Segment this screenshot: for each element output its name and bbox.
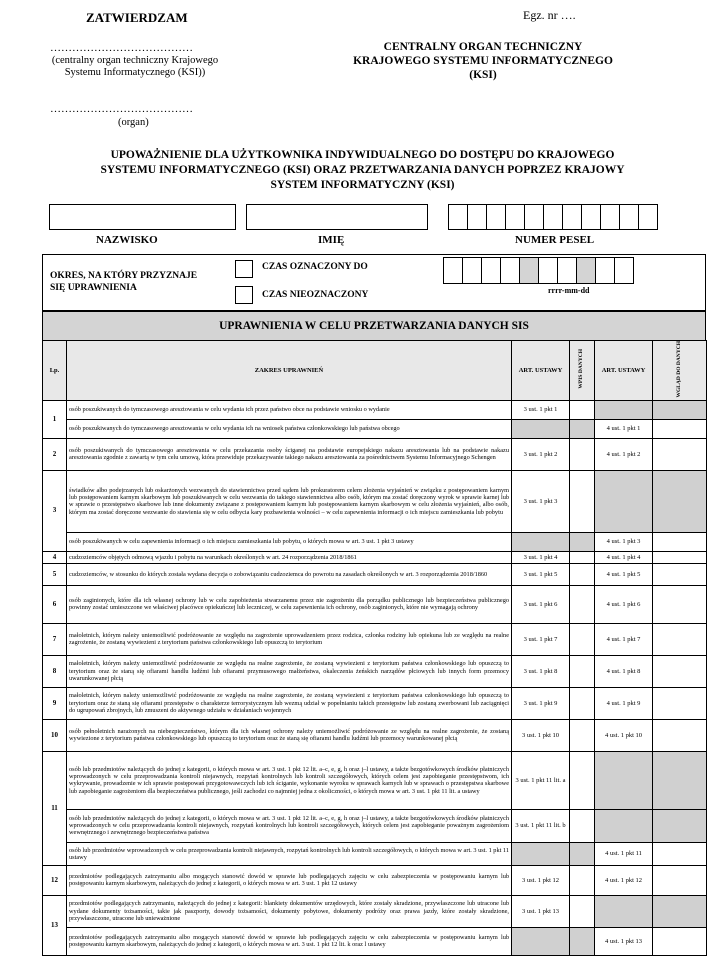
authority-line-1: CENTRALNY ORGAN TECHNICZNY [383, 41, 583, 53]
article-view: 4 ust. 1 pkt 4 [595, 551, 653, 563]
view-checkbox-cell[interactable] [653, 842, 707, 865]
document-title [30, 148, 695, 193]
date-format-hint: rrrr-mm-dd [548, 286, 590, 295]
article-entry: 3 ust. 1 pkt 3 [512, 470, 570, 532]
scope-description: cudzoziemców, w stosunku do których została wydana decyzja o zobowiązaniu cudzoziemca do powrotu na zasadach określonych w art. 3 rozporządzenia 2018/1860 [67, 563, 512, 585]
section-title: UPRAWNIENIA W CELU PRZETWARZANIA DANYCH SIS [42, 311, 706, 341]
article-view: 4 ust. 1 pkt 13 [595, 927, 653, 955]
entry-checkbox-cell[interactable] [570, 895, 595, 927]
signature-dots: ………………………………… [50, 42, 193, 54]
approver-line-2: Systemu Informatycznego (KSI)) [64, 67, 206, 78]
authority-line-2: KRAJOWEGO SYSTEMU INFORMATYCZNEGO [353, 55, 613, 67]
entry-checkbox-cell[interactable] [570, 751, 595, 809]
date-y3[interactable] [481, 257, 501, 284]
article-view: 4 ust. 1 pkt 8 [595, 655, 653, 687]
article-entry: 3 ust. 1 pkt 1 [512, 400, 570, 419]
article-entry: 3 ust. 1 pkt 4 [512, 551, 570, 563]
article-entry: 3 ust. 1 pkt 7 [512, 623, 570, 655]
view-checkbox-cell [653, 809, 707, 842]
permissions-table-body [43, 341, 707, 956]
scope-description: przedmiotów podlegających zatrzymaniu albo mogących stanowić dowód w sprawie lub podlegających zajęciu w celu zabezpieczenia w postępowaniu karnym lub postępowaniu karnym skarbowym, należących do jednej z kategorii, o których mowa w art. 3 ust. 1 pkt 12 lit. k oraz l ustawy [67, 927, 512, 955]
row-number: 5 [43, 563, 67, 585]
organ-caption: (organ) [118, 117, 149, 128]
scope-description: małoletnich, którym należy uniemożliwić podróżowanie ze względu na zagrożenie uprowadzeniem przez rodzica, członka rodziny lub opiekuna lub ze względu na realne zagrożenie, że zostaną wywiezieni z terytorium państwa członkowskiego lub opuszczą to terytorium [67, 623, 512, 655]
pesel-digit-8[interactable] [581, 204, 601, 230]
row-number: 11 [43, 751, 67, 865]
row-number: 4 [43, 551, 67, 563]
authority-line-3: (KSI) [469, 69, 497, 81]
approver-line-1: (centralny organ techniczny Krajowego [51, 55, 219, 66]
article-view [595, 400, 653, 419]
view-checkbox-cell[interactable] [653, 551, 707, 563]
article-entry: 3 ust. 1 pkt 2 [512, 438, 570, 470]
article-entry [512, 419, 570, 438]
row-number: 7 [43, 623, 67, 655]
table-row [43, 623, 707, 655]
title-line-2: SYSTEMU INFORMATYCZNEGO (KSI) ORAZ PRZETWARZANIA DANYCH POPRZEZ KRAJOWY [100, 164, 625, 176]
pesel-digit-11[interactable] [638, 204, 658, 230]
article-view: 4 ust. 1 pkt 5 [595, 563, 653, 585]
period-label-line-1: OKRES, NA KTÓRY PRZYZNAJE [50, 271, 198, 281]
copy-number: Egz. nr …. [523, 8, 576, 22]
pesel-digit-6[interactable] [543, 204, 563, 230]
entry-checkbox-cell[interactable] [570, 655, 595, 687]
pesel-digit-3[interactable] [486, 204, 506, 230]
col-wglad [653, 341, 707, 401]
date-y4[interactable] [500, 257, 520, 284]
view-checkbox-cell[interactable] [653, 687, 707, 719]
col-lp: Lp. [43, 341, 67, 401]
article-view [595, 751, 653, 809]
col-wglad-label: WGLĄD DO DANYCH [675, 341, 682, 398]
date-y1[interactable] [443, 257, 463, 284]
article-entry: 3 ust. 1 pkt 10 [512, 719, 570, 751]
scope-description: osób poszukiwanych do tymczasowego aresztowania w celu wydania ich przez państwo obce na podstawie wniosku o wydanie [67, 400, 512, 419]
article-view: 4 ust. 1 pkt 11 [595, 842, 653, 865]
col-art1: ART. USTAWY [512, 341, 570, 401]
surname-label: NAZWISKO [96, 234, 158, 246]
article-entry: 3 ust. 1 pkt 12 [512, 865, 570, 895]
view-checkbox-cell [653, 400, 707, 419]
scope-description: osób poszukiwanych do tymczasowego aresztowania w celu wydania ich na wniosek państwa członkowskiego lub państwa obcego [67, 419, 512, 438]
article-view: 4 ust. 1 pkt 3 [595, 532, 653, 551]
date-y2[interactable] [462, 257, 482, 284]
pesel-digit-10[interactable] [619, 204, 639, 230]
row-number: 12 [43, 865, 67, 895]
entry-checkbox-cell [570, 927, 595, 955]
pesel-digit-4[interactable] [505, 204, 525, 230]
table-row [43, 470, 707, 532]
scope-description: osób zaginionych, które dla ich własnej ochrony lub w celu zapobieżenia stwarzanemu przez nie zagrożeniu dla porządku publicznego lub bezpieczeństwa publicznego powinny zostać umieszczone we właściwej placówce opiekuńczej lub leczniczej, w celu zapewnienia ich ochrony, osób zaginionych, które nie wymagają ochrony [67, 585, 512, 623]
scope-description: małoletnich, którym należy uniemożliwić podróżowanie ze względu na realne zagrożenie, że zostaną wywiezieni z terytorium państwa członkowskiego lub opuszczą to terytorium oraz że staną się ofiarami handlu ludźmi lub ofiarami przymusowego małżeństwa, okaleczenia żeńskich narządów płciowych lub innych form przemocy uwarunkowanej płcią [67, 655, 512, 687]
article-view: 4 ust. 1 pkt 1 [595, 419, 653, 438]
title-line-1: UPOWAŻNIENIE DLA UŻYTKOWNIKA INDYWIDUALNEGO DO DOSTĘPU DO KRAJOWEGO [110, 149, 615, 161]
table-row [43, 927, 707, 955]
fixed-term-label: CZAS OZNACZONY DO [262, 262, 368, 272]
table-header-row [43, 341, 707, 401]
date-sep-1 [519, 257, 539, 284]
article-entry [512, 532, 570, 551]
article-entry: 3 ust. 1 pkt 11 lit. b [512, 809, 570, 842]
table-row [43, 551, 707, 563]
view-checkbox-cell[interactable] [653, 865, 707, 895]
scope-description: osób lub przedmiotów należących do jednej z kategorii, o których mowa w art. 3 ust. 1 pkt 12 lit. a–c, e, g, h oraz j–l ustawy, a także bezgotówkowych środków płatniczych wprowadzonych w celu przeprowadzania kontroli niejawnych, rozpytań kontrolnych lub kontroli szczegółowych, których celem jest zapobieganie poważnym zagrożeniom wewnętrznego i zewnętrznego bezpieczeństwa państwa [67, 809, 512, 842]
row-number: 3 [43, 470, 67, 551]
view-checkbox-cell [653, 470, 707, 532]
row-number: 2 [43, 438, 67, 470]
scope-description: małoletnich, którym należy uniemożliwić podróżowanie ze względu na realne zagrożenie, że zostaną wywiezieni z terytorium państwa członkowskiego lub opuszczą to terytorium oraz że staną się ofiarami przestępstw o charakterze terrorystycznym lub wezmą udział w popełnianiu takich przestępstw lub zostaną zwerbowani lub zaciągnięci do ugrupowań zbrojnych, lub zmuszeni do aktywnego udziału w działaniach wojennych [67, 687, 512, 719]
article-view [595, 809, 653, 842]
indefinite-label: CZAS NIEOZNACZONY [262, 290, 369, 300]
pesel-digit-5[interactable] [524, 204, 544, 230]
entry-checkbox-cell[interactable] [570, 551, 595, 563]
approve-heading: ZATWIERDZAM [86, 10, 188, 25]
entry-checkbox-cell[interactable] [570, 687, 595, 719]
date-m2[interactable] [557, 257, 577, 284]
name-label: IMIĘ [318, 234, 345, 246]
article-view: 4 ust. 1 pkt 6 [595, 585, 653, 623]
article-view: 4 ust. 1 pkt 7 [595, 623, 653, 655]
article-entry: 3 ust. 1 pkt 11 lit. a [512, 751, 570, 809]
table-row [43, 895, 707, 927]
pesel-digit-1[interactable] [448, 204, 468, 230]
pesel-label: NUMER PESEL [515, 234, 595, 246]
date-d2[interactable] [614, 257, 634, 284]
table-row [43, 655, 707, 687]
view-checkbox-cell[interactable] [653, 419, 707, 438]
row-number: 8 [43, 655, 67, 687]
table-row [43, 865, 707, 895]
pesel-digit-9[interactable] [600, 204, 620, 230]
scope-description: osób lub przedmiotów wprowadzonych w celu przeprowadzania kontroli niejawnych, rozpytań kontrolnych lub kontroli szczegółowych, o których mowa w art. 3 ust. 1 pkt 11 ustawy [67, 842, 512, 865]
article-entry [512, 927, 570, 955]
scope-description: osób poszukiwanych w celu zapewnienia informacji o ich miejscu zamieszkania lub pobytu, o których mowa w art. 3 ust. 1 pkt 3 ustawy [67, 532, 512, 551]
article-entry: 3 ust. 1 pkt 5 [512, 563, 570, 585]
entry-checkbox-cell[interactable] [570, 623, 595, 655]
view-checkbox-cell[interactable] [653, 719, 707, 751]
table-row [43, 563, 707, 585]
scope-description: cudzoziemców objętych odmową wjazdu i pobytu na warunkach określonych w art. 24 rozporządzenia 2018/1861 [67, 551, 512, 563]
article-entry: 3 ust. 1 pkt 13 [512, 895, 570, 927]
article-view: 4 ust. 1 pkt 12 [595, 865, 653, 895]
view-checkbox-cell[interactable] [653, 563, 707, 585]
view-checkbox-cell[interactable] [653, 927, 707, 955]
entry-checkbox-cell[interactable] [570, 563, 595, 585]
date-sep-2 [576, 257, 596, 284]
pesel-digit-7[interactable] [562, 204, 582, 230]
scope-description: osób poszukiwanych do tymczasowego aresztowania w celu przekazania osoby ściganej na podstawie europejskiego nakazu aresztowania lub na podstawie nakazu aresztowania zgodnie z zawartą w tym celu umową, która przewiduje przekazywanie takiego nakazu aresztowania za pośrednictwem Systemu Informacyjnego Schengen [67, 438, 512, 470]
view-checkbox-cell[interactable] [653, 532, 707, 551]
table-row [43, 585, 707, 623]
view-checkbox-cell[interactable] [653, 585, 707, 623]
article-view: 4 ust. 1 pkt 9 [595, 687, 653, 719]
period-label [50, 270, 197, 294]
row-number: 10 [43, 719, 67, 751]
article-entry: 3 ust. 1 pkt 6 [512, 585, 570, 623]
table-row [43, 419, 707, 438]
article-view: 4 ust. 1 pkt 2 [595, 438, 653, 470]
authority-block [328, 40, 638, 82]
permissions-table [42, 340, 707, 956]
table-row [43, 719, 707, 751]
table-row [43, 809, 707, 842]
article-entry: 3 ust. 1 pkt 8 [512, 655, 570, 687]
fixed-term-checkbox[interactable] [235, 260, 253, 278]
view-checkbox-cell[interactable] [653, 655, 707, 687]
indefinite-checkbox[interactable] [235, 286, 253, 304]
col-wpis-label: WPIS DANYCH [578, 349, 585, 390]
entry-checkbox-cell[interactable] [570, 809, 595, 842]
title-line-3: SYSTEM INFORMATYCZNY (KSI) [270, 179, 455, 191]
row-number: 6 [43, 585, 67, 623]
view-checkbox-cell [653, 751, 707, 809]
scope-description: przedmiotów podlegających zatrzymaniu albo mogących stanowić dowód w sprawie lub podlegających zajęciu w celu zabezpieczenia w postępowaniu karnym lub postępowaniu karnym skarbowym, należących do jednej z kategorii, o których mowa w art. 3 ust. 1 pkt 12 ustawy [67, 865, 512, 895]
entry-checkbox-cell[interactable] [570, 865, 595, 895]
organ-dots: ………………………………… [50, 103, 193, 115]
surname-input[interactable] [49, 204, 236, 230]
pesel-digit-2[interactable] [467, 204, 487, 230]
article-view: 4 ust. 1 pkt 10 [595, 719, 653, 751]
article-entry: 3 ust. 1 pkt 9 [512, 687, 570, 719]
col-scope: ZAKRES UPRAWNIEŃ [67, 341, 512, 401]
entry-checkbox-cell [570, 842, 595, 865]
entry-checkbox-cell [570, 419, 595, 438]
entry-checkbox-cell[interactable] [570, 400, 595, 419]
period-label-line-2: SIĘ UPRAWNIENIA [50, 283, 137, 293]
row-number: 1 [43, 400, 67, 438]
entry-checkbox-cell[interactable] [570, 719, 595, 751]
approver-caption [40, 55, 230, 79]
article-view [595, 470, 653, 532]
entry-checkbox-cell[interactable] [570, 438, 595, 470]
scope-description: osób lub przedmiotów należących do jednej z kategorii, o których mowa w art. 3 ust. 1 pkt 12 lit. a–c, e, g, h oraz j–l ustawy, a także bezgotówkowych środków płatniczych wprowadzonych w celu przeprowadzania kontroli niejawnych, rozpytań kontrolnych lub kontroli szczegółowych, których celem jest zapobieganie przestępstwom, ich wykrywanie, prowadzenie w ich sprawie postępowań przygotowawczych lub ich ściganie, wykonanie wyroku w sprawach karnych lub w sprawach o przestępstwa skarbowe lub zapobieganie zagrożeniom dla bezpieczeństwa publicznego, jeśli zachodzi co najmniej jedna z okoliczności, o których mowa w art. 3 ust. 1 pkt 11 lit. a ustawy [67, 751, 512, 809]
entry-checkbox-cell [570, 532, 595, 551]
table-row [43, 842, 707, 865]
date-m1[interactable] [538, 257, 558, 284]
name-input[interactable] [246, 204, 428, 230]
col-art2: ART. USTAWY [595, 341, 653, 401]
view-checkbox-cell[interactable] [653, 623, 707, 655]
scope-description: świadków albo podejrzanych lub oskarżonych wezwanych do stawiennictwa przed sądem lub prokuratorem celem złożenia wyjaśnień w związku z postępowaniem karnym lub postępowaniem karnym skarbowym lub poszukiwanych w celu wezwania do takiego stawiennictwa albo osób, którym ma zostać doręczony wyrok w sprawie karnej lub w sprawie o przestępstwo skarbowe lub inne dokumenty związane z postępowaniem karnym lub postępowaniem karnym skarbowym w celu złożenia wyjaśnień, albo osób, którym ma zostać doręczone wezwanie do stawienia się w celu odbycia kary pozbawienia wolności – w celu zapewnienia informacji o ich miejscu zamieszkania lub pobytu [67, 470, 512, 532]
table-row [43, 532, 707, 551]
table-row [43, 687, 707, 719]
article-entry [512, 842, 570, 865]
col-wpis [570, 341, 595, 401]
view-checkbox-cell [653, 895, 707, 927]
article-view [595, 895, 653, 927]
date-d1[interactable] [595, 257, 615, 284]
table-row [43, 438, 707, 470]
scope-description: przedmiotów podlegających zatrzymaniu, należących do jednej z kategorii: blankiety dokumentów urzędowych, które zostały skradzione, przywłaszczone lub utracone lub wydane dokumenty tożsamości, takie jak paszporty, dowody tożsamości, dokumenty pobytowe, dokumenty podróży oraz prawa jazdy, które zostały skradzione, przywłaszczone, utracone lub unieważnione [67, 895, 512, 927]
view-checkbox-cell[interactable] [653, 438, 707, 470]
table-row [43, 751, 707, 809]
table-row [43, 400, 707, 419]
scope-description: osób pełnoletnich narażonych na niebezpieczeństwo, którym dla ich własnej ochrony należy uniemożliwić podróżowanie ze względu na realne zagrożenie, że zostaną wywiezione z terytorium państwa członkowskiego lub opuszczą to terytorium oraz że staną się ofiarami handlu ludźmi lub przemocy warunkowanej płcią [67, 719, 512, 751]
entry-checkbox-cell[interactable] [570, 470, 595, 532]
row-number: 13 [43, 895, 67, 955]
row-number: 9 [43, 687, 67, 719]
entry-checkbox-cell[interactable] [570, 585, 595, 623]
